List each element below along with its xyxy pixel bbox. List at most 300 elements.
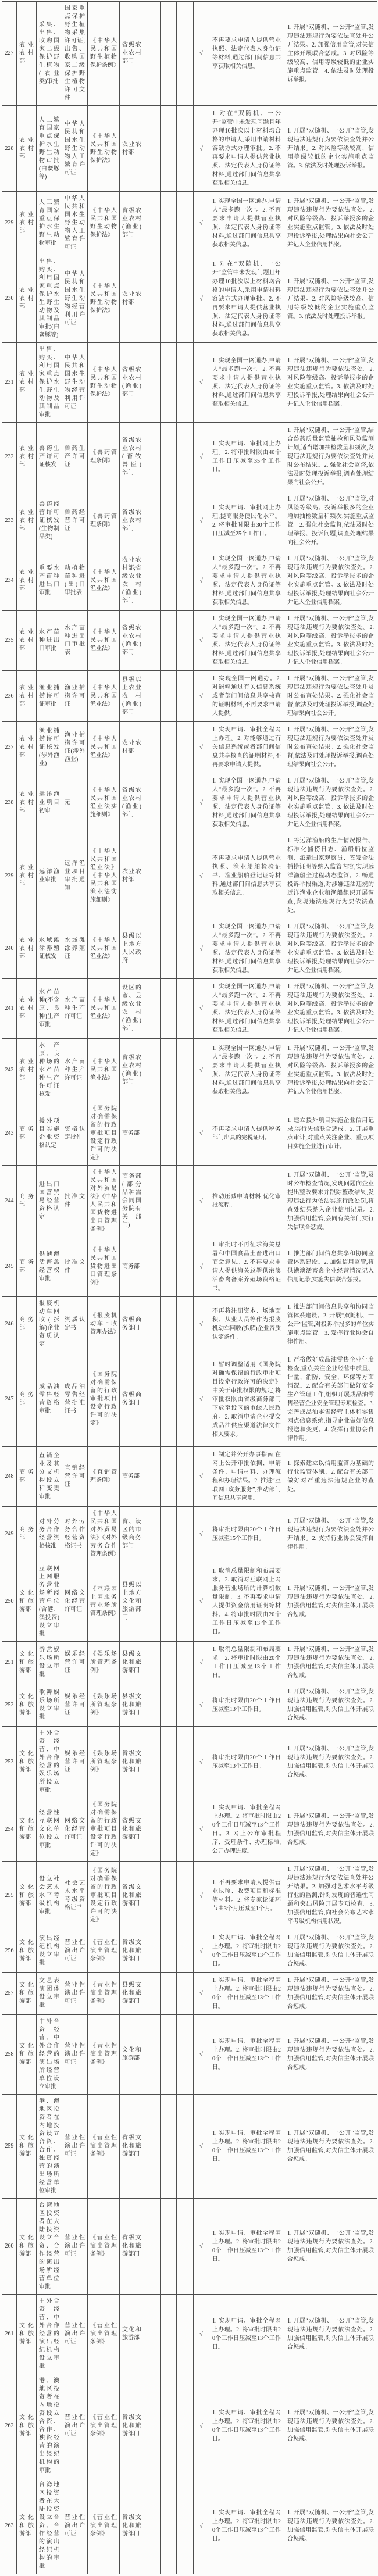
license-certificate-name: 无: [62, 773, 88, 833]
checkmark-icon: √: [194, 1798, 209, 1862]
approval-item-name: 兽药生产许可证核发: [37, 423, 62, 491]
approval-item-name: 中外合资经营、中外合作经营的演出经纪机构设立审批: [37, 2295, 62, 2374]
approval-item-name: 水产苗种(不含原、良种)生产审批: [37, 979, 62, 1039]
approval-item-name: 游艺娱乐场所设立审批: [37, 1642, 62, 1684]
table-row: [2, 1297, 377, 1352]
supervision-measures: 1. 开展“双随机、一公开”监管,发现违法违规行为要依法查处并公开结果。2. 加强信用监管,对失信主体开展联合惩戒。3. 对风险等级较高、信用等级较低的企业实施重点监管。4. 依法及时处理投诉举报。: [284, 2, 377, 106]
reform-mode-cell-3: [177, 1562, 194, 1642]
supervision-measures: 1. 建立援外项目实施企业信用记录,实行失信联合惩戒。2. 开展重点审计,对重点关注企业、重点项目实施企业进行审计。: [284, 1102, 377, 1166]
license-certificate-name: 营业性演出许可证: [62, 1973, 88, 2015]
legal-basis: 《报废机动车回收管理办法》: [88, 1297, 120, 1352]
approval-level-department: 县级以上农业农村(渔业)部门: [120, 671, 144, 722]
reform-mode-cell-1: [144, 1684, 161, 1727]
approval-item-name: 报废机动车回收(拆解)企业资质认定: [37, 1297, 62, 1352]
reform-mode-cell-2: [161, 1237, 177, 1297]
reform-mode-cell-2: [161, 343, 177, 423]
reform-mode-cell-1: [144, 106, 161, 192]
license-certificate-name: 渔业捕捞许可证: [62, 671, 88, 722]
reform-mode-cell-2: [161, 671, 177, 722]
approval-item-name: 出售、购买、利用国家重点保护水生野生动物及其制品审批: [37, 343, 62, 423]
supervision-measures: 1. 开展“双随机、一公开”监管,发现违法违规行为要依法查处。2. 加强信用监管,对失信主体开展联合惩戒。: [284, 1642, 377, 1684]
legal-basis: 《营业性演出管理条例》: [88, 2478, 120, 2574]
reform-mode-cell-3: [177, 551, 194, 611]
table-row: [2, 919, 377, 979]
row-number: 229: [2, 192, 17, 255]
approval-level-department: 农业农村部: [120, 106, 144, 192]
reform-measures: 1. 对在“双随机、一公开”监管中未发现问题且年办理10批次以上材料均合格的申请人,采用申请材料容缺方式办理审批。2. 不再要求申请人提供营业执照、法定代表人身份证等材料,通过部门间信息共享获取相关信息。: [209, 255, 284, 343]
checkmark-icon: √: [194, 2, 209, 106]
legal-basis: 《娱乐场所管理条例》: [88, 1727, 120, 1798]
approval-level-department: 文化和旅游部: [120, 2015, 144, 2095]
supervision-measures: 1. 严格做好成品油零售企业年度检查,重点关注企业经营中质量、计量、消防、安全、环保等方面情况。2. 配合有关部门做好安全生产管理工作,组织开展成品油零售经营企业安全管理专项检查。3. 完善成品油零售经营主体和零售网点信息系统,指导企业做好信息报送和变更。4. 发挥行业协会自律作用。: [284, 1352, 377, 1447]
approval-level-department: 省级农业农村(渔业)部门: [120, 343, 144, 423]
approval-level-department: 设区的市、县级农业农村(渔业)部门: [120, 979, 144, 1039]
checkmark-icon: √: [194, 2015, 209, 2095]
row-number: 238: [2, 773, 17, 833]
reform-mode-cell-2: [161, 1507, 177, 1562]
legal-basis: 《中华人民共和国渔业法》: [88, 1039, 120, 1102]
table-row: [2, 491, 377, 551]
checkmark-icon: √: [194, 979, 209, 1039]
supervision-measures: 1. 探索建立以信用监管为基础的行业监管体制。2. 配合有关部门做好对严重违法违规企业的查处。: [284, 1447, 377, 1507]
reform-mode-cell-1: [144, 2, 161, 106]
approval-department: 文化和旅游部: [17, 2295, 37, 2374]
table-row: [2, 611, 377, 671]
row-number: 236: [2, 671, 17, 722]
checkmark-icon: √: [194, 1352, 209, 1447]
supervision-measures: 1. 开展“双随机、一公开”监管,发现违法违规行为要依法查处。2. 对风险等级高、投诉举报多的企业实施重点监管。3. 依法及时处理投诉举报,处理结果向社会公开并记入企业信用档案。: [284, 919, 377, 979]
approval-item-name: 演出经纪机构设立审批: [37, 1930, 62, 1973]
license-certificate-name: 国家重点保护野生植物采集许可证,出售、收购国家二级保护野生植物许可文件: [62, 2, 88, 106]
table-row: [2, 1166, 377, 1237]
reform-mode-cell-2: [161, 1562, 177, 1642]
approval-department: 农业农村部: [17, 106, 37, 192]
legal-basis: 《营业性演出管理条例》: [88, 2095, 120, 2199]
approval-department: 文化和旅游部: [17, 1973, 37, 2015]
reform-mode-cell-2: [161, 255, 177, 343]
approval-item-name: 歌舞娱乐场所设立审批: [37, 1684, 62, 1727]
approval-department: 商务部: [17, 1166, 37, 1237]
table-row: [2, 1862, 377, 1930]
supervision-measures: 1. 开展“双随机、一公开”监管,发现违法违规行为要依法查处。2. 对风险等级高、投诉举报多的企业实施重点监管。3. 依法及时处理投诉举报,处理结果向社会公开并记入企业信用档案。: [284, 1039, 377, 1102]
reform-mode-cell-2: [161, 611, 177, 671]
reform-mode-cell-3: [177, 1237, 194, 1297]
table-row: [2, 2295, 377, 2374]
license-certificate-name: 中华人民共和国水生野生动物经营利用许可证: [62, 255, 88, 343]
reform-measures: 不再要求申请人提供税务部门出具的完税证明。: [209, 1102, 284, 1166]
table-row: [2, 833, 377, 919]
reform-mode-cell-3: [177, 343, 194, 423]
reform-mode-cell-1: [144, 2199, 161, 2295]
row-number: 232: [2, 423, 17, 491]
reform-mode-cell-1: [144, 979, 161, 1039]
reform-measures: 1. 实现申请、审批全程网上办理。2. 将审批时限由20个工作日压减至13个工作日。: [209, 2015, 284, 2095]
reform-mode-cell-3: [177, 1297, 194, 1352]
reform-mode-cell-3: [177, 2015, 194, 2095]
approval-level-department: 省级文化和旅游部门: [120, 2199, 144, 2295]
reform-mode-cell-1: [144, 192, 161, 255]
checkmark-icon: √: [194, 1727, 209, 1798]
checkmark-icon: √: [194, 1562, 209, 1642]
row-number: 240: [2, 919, 17, 979]
reform-mode-cell-3: [177, 1039, 194, 1102]
row-number: 242: [2, 1039, 17, 1102]
approval-item-name: 台湾地区投资者在大陆投资设立合资、合作经营的演出经纪机构的审批: [37, 2478, 62, 2574]
reform-mode-cell-1: [144, 1166, 161, 1237]
checkmark-icon: √: [194, 773, 209, 833]
approval-item-name: 人工繁育国家重点保护水生野生动物审批: [37, 192, 62, 255]
reform-mode-cell-3: [177, 611, 194, 671]
legal-basis: 《直销管理条例》: [88, 1447, 120, 1507]
supervision-measures: 1. 开展“双随机、一公开”监管,发现违法违规行为要依法查处。2. 加强信用监管,对失信主体开展联合惩戒。: [284, 2295, 377, 2374]
reform-mode-cell-3: [177, 979, 194, 1039]
supervision-measures: 1. 开展“双随机、一公开”监管,发现违法违规行为要依法查处。2. 对风险等级高、投诉举报多的企业实施重点监管。3. 依法及时处理投诉举报,处理结果向社会公开并记入企业信用档案。: [284, 611, 377, 671]
legal-basis: 《营业性演出管理条例》: [88, 2015, 120, 2095]
row-number: 228: [2, 106, 17, 192]
approval-department: 文化和旅游部: [17, 1684, 37, 1727]
supervision-measures: 1. 开展“双随机、一公开”监管,发现违法违规行为要依法查处。2. 加强信用监管,对失信主体开展联合惩戒。: [284, 2478, 377, 2574]
reform-mode-cell-2: [161, 2478, 177, 2574]
table-row: [2, 1684, 377, 1727]
approval-department: 文化和旅游部: [17, 2015, 37, 2095]
approval-item-name: 台湾地区投资者在大陆投资设立合资、合作经营的演出场所经营单位审批: [37, 2199, 62, 2295]
legal-basis: 《国务院对确需保留的行政审批项目设定行政许可的决定》: [88, 1862, 120, 1930]
table-row: [2, 423, 377, 491]
reform-mode-cell-2: [161, 773, 177, 833]
approval-level-department: 省、设区的市级商务部门: [120, 1507, 144, 1562]
reform-mode-cell-3: [177, 1642, 194, 1684]
checkmark-icon: √: [194, 1684, 209, 1727]
reform-mode-cell-1: [144, 1727, 161, 1798]
reform-measures: 1. 对在“双随机、一公开”监管中未发现问题且年办理10批次以上材料均合格的申请人,采用申请材料容缺方式办理审批。2. 不再要求申请人提供营业执照、法定代表人身份证等材料,通过部门间信息共享获取相关信息。: [209, 106, 284, 192]
table-row: [2, 1930, 377, 1973]
reform-measures: 将审批时限由20个工作日压减至13个工作日。: [209, 1684, 284, 1727]
reform-mode-cell-1: [144, 1507, 161, 1562]
table-row: [2, 1562, 377, 1642]
approval-level-department: 商务部: [120, 1447, 144, 1507]
reform-measures: 1. 实现全国一网通办,申请人“最多跑一次”。2. 不再要求申请人提供营业执照、法定代表人身份证等材料,通过部门间信息共享获取相关信息。: [209, 192, 284, 255]
checkmark-icon: √: [194, 343, 209, 423]
license-certificate-name: 水产苗种进出口审批表: [62, 611, 88, 671]
approval-department: 农业农村部: [17, 491, 37, 551]
license-certificate-name: 娱乐经营许可证: [62, 1684, 88, 1727]
row-number: 231: [2, 343, 17, 423]
approval-department: 商务部: [17, 1352, 37, 1447]
checkmark-icon: √: [194, 833, 209, 919]
legal-basis: 《中华人民共和国渔业法》《中华人民共和国渔业法实施细则》: [88, 833, 120, 919]
reform-measures: 将审批时限由20个工作日压减至15个工作日。: [209, 1507, 284, 1562]
reform-mode-cell-3: [177, 1862, 194, 1930]
reform-measures: 1. 实现全国一网通办,申请人“最多跑一次”。2. 不再要求申请人提供营业执照、法定代表人身份证等材料,通过部门间信息共享获取相关信息。: [209, 1039, 284, 1102]
reform-measures: 1. 实现申请、审批全程网上办理。2. 将审批时限由20个工作日压减至13个工作日。: [209, 2199, 284, 2295]
license-certificate-name: 资质认定书: [62, 1297, 88, 1352]
legal-basis: 《兽药管理条例》: [88, 491, 120, 551]
license-certificate-name: 水产苗种生产许可证: [62, 979, 88, 1039]
reform-mode-cell-2: [161, 2015, 177, 2095]
license-certificate-name: 批准文件: [62, 1166, 88, 1237]
table-row: [2, 1727, 377, 1798]
legal-basis: 《营业性演出管理条例》: [88, 1973, 120, 2015]
approval-department: 农业农村部: [17, 192, 37, 255]
supervision-measures: 1. 推进部门间信息共享和协同监管体系建设。2. 加强信用监管,将供港澳活畜禽企业经营情况记入信用记录,实施失信联合惩戒。: [284, 1237, 377, 1297]
row-number: 247: [2, 1352, 17, 1447]
reform-mode-cell-2: [161, 2374, 177, 2478]
reform-mode-cell-3: [177, 1973, 194, 2015]
approval-item-name: 中外合资经营、中外合作经营的娱乐场所设立审批: [37, 1727, 62, 1798]
reform-mode-cell-3: [177, 1447, 194, 1507]
approval-level-department: 文化和旅游部: [120, 2295, 144, 2374]
checkmark-icon: √: [194, 255, 209, 343]
reform-mode-cell-3: [177, 423, 194, 491]
reform-measures: 1. 暂时调整适用《国务院对确需保留的行政审批项目设定行政许可的决定》中关于审批权限的规定,将审批权限由省级商务部门下放至设区的市级人民政府。2. 取消申请企业提交成品油供应渠道法律文件相关要求。: [209, 1352, 284, 1447]
reform-measures: 1. 取消总量限制和布局要求。2. 取消对互联网上网服务营业场所的计算机数量限制。3. 不再要求申请人提供资金信用证明等材料。4. 将审批时限由20个工作日压减至13个工作日。: [209, 1562, 284, 1642]
approval-department: 农业农村部: [17, 255, 37, 343]
approval-level-department: 省级农业农村(渔业)部门: [120, 611, 144, 671]
table-row: [2, 192, 377, 255]
checkmark-icon: √: [194, 1447, 209, 1507]
approval-level-department: 农业农村部;省级农业农村(渔业)部门: [120, 551, 144, 611]
approval-department: 商务部: [17, 1102, 37, 1166]
reform-measures: 不再要求申请人提供营业执照、法定代表人身份证等材料,通过部门间信息共享获取相关信息。: [209, 2, 284, 106]
approval-department: 农业农村部: [17, 2, 37, 106]
table-row: [2, 2199, 377, 2295]
reform-mode-cell-3: [177, 1507, 194, 1562]
row-number: 246: [2, 1297, 17, 1352]
reform-mode-cell-2: [161, 919, 177, 979]
reform-mode-cell-1: [144, 2295, 161, 2374]
table-row: [2, 671, 377, 722]
reform-mode-cell-3: [177, 1166, 194, 1237]
reform-mode-cell-3: [177, 919, 194, 979]
reform-mode-cell-2: [161, 1642, 177, 1684]
checkmark-icon: √: [194, 671, 209, 722]
reform-measures: 1. 实现申请、审批全程网上办理。2. 将审批时限由20个工作日压减至13个工作日。: [209, 2095, 284, 2199]
reform-mode-cell-1: [144, 1642, 161, 1684]
supervision-measures: 1. 开展“双随机、一公开”监管,发现违法违规行为要依法查处。2. 加强信用监管,对失信主体开展联合惩戒。: [284, 1798, 377, 1862]
row-number: 250: [2, 1562, 17, 1642]
approval-level-department: 商务部(部分品种需会同国务院有关部门): [120, 1166, 144, 1237]
reform-mode-cell-1: [144, 1237, 161, 1297]
license-certificate-name: 营业性演出许可证: [62, 2478, 88, 2574]
row-number: 243: [2, 1102, 17, 1166]
license-certificate-name: 远洋渔业项目审批通知: [62, 833, 88, 919]
reform-mode-cell-1: [144, 1297, 161, 1352]
supervision-measures: 1. 开展“双随机、一公开”监管,发现违法违规行为要依法查处。2. 加强信用监管,对失信主体开展联合惩戒。: [284, 1684, 377, 1727]
legal-basis: 《营业性演出管理条例》: [88, 2295, 120, 2374]
row-number: 256: [2, 1930, 17, 1973]
reform-mode-cell-2: [161, 1798, 177, 1862]
table-row: [2, 1237, 377, 1297]
reform-mode-cell-2: [161, 1862, 177, 1930]
approval-department: 文化和旅游部: [17, 1862, 37, 1930]
reform-measures: 1. 实现申请、审批全程网上办理。2. 将审批时限由20个工作日压减至13个工作日。: [209, 1930, 284, 1973]
reform-mode-cell-2: [161, 1930, 177, 1973]
reform-mode-cell-3: [177, 2, 194, 106]
legal-basis: 《中华人民共和国渔业法》: [88, 722, 120, 773]
approval-level-department: 省级农业农村部门: [120, 2, 144, 106]
approval-level-department: 省级文化和旅游部门: [120, 2095, 144, 2199]
reform-mode-cell-1: [144, 919, 161, 979]
reform-mode-cell-1: [144, 2095, 161, 2199]
supervision-measures: 1. 开展“双随机、一公开”监管,结合兽药质量监管抽检和风险监测计划,适当增加抽检数量和频次,发现违法违规行为要依法查处并及时公布结果。2. 强化社会监督,依法及时处理投诉举报,调查处理结果向社会公开。: [284, 423, 377, 491]
row-number: 241: [2, 979, 17, 1039]
approval-department: 文化和旅游部: [17, 1642, 37, 1684]
license-certificate-name: 网络文化经营许可证: [62, 1798, 88, 1862]
legal-basis: 《中华人民共和国野生动物保护法》: [88, 343, 120, 423]
table-row: [2, 2374, 377, 2478]
approval-department: 文化和旅游部: [17, 2478, 37, 2574]
approval-item-name: 远洋渔业项目初审: [37, 773, 62, 833]
reform-mode-cell-2: [161, 1447, 177, 1507]
table-row: [2, 343, 377, 423]
approval-level-department: 省级农业农村(渔业)部门: [120, 773, 144, 833]
approval-item-name: 人工繁育国家重点保护水生野生动物审批(白鱀豚等): [37, 106, 62, 192]
checkmark-icon: √: [194, 2478, 209, 2574]
legal-basis: 《营业性演出管理条例》: [88, 1930, 120, 1973]
row-number: 262: [2, 2374, 17, 2478]
reform-mode-cell-3: [177, 1727, 194, 1798]
reform-measures: 1. 制定并公开办事指南,在网上公开审批依据、申请条件、申请材料、办理流程和办理结果。2. 推进“互联网+政务服务”,推动部门间信息共享应用。: [209, 1447, 284, 1507]
approval-level-department: 农业农村部: [120, 255, 144, 343]
table-row: [2, 1102, 377, 1166]
reform-mode-cell-2: [161, 491, 177, 551]
reform-mode-cell-1: [144, 2478, 161, 2574]
supervision-measures: 1. 开展“双随机、一公开”监管,发现违法违规行为要依法查处并及时公布查处结果。2. 强化社会监督,依法及时处理投诉举报,调查处理结果向社会公开。: [284, 722, 377, 773]
reform-measures: 将审批时限由20个工作日压减至13个工作日。: [209, 1727, 284, 1798]
table-row: [2, 551, 377, 611]
approval-department: 农业农村部: [17, 551, 37, 611]
reform-mode-cell-2: [161, 1684, 177, 1727]
approval-department: 农业农村部: [17, 343, 37, 423]
approval-level-department: 县级以上地方文化和旅游部门: [120, 1562, 144, 1642]
reform-mode-cell-1: [144, 1973, 161, 2015]
supervision-measures: 1. 开展“双随机、一公开”监管,发现违法违规行为要依法查处并及时公布查处结果。2. 强化社会监督,依法及时处理投诉举报,调查处理结果向社会公开。: [284, 671, 377, 722]
reform-measures: 1. 实现申请、审批全程网上办理。2. 对能够通过有关信息系统或者部门间信息共享核查的证明材料,不再要求申请人提供。: [209, 722, 284, 773]
approval-level-department: 省级文化和旅游部门: [120, 2374, 144, 2478]
reform-measures: 1. 实现申请、审批全程网上办理。2. 将审批时限由20个工作日压减至13个工作日。: [209, 2295, 284, 2374]
table-row: [2, 979, 377, 1039]
reform-mode-cell-3: [177, 2295, 194, 2374]
approval-department: 文化和旅游部: [17, 1562, 37, 1642]
license-certificate-name: 兽药经营许可证: [62, 491, 88, 551]
row-number: 239: [2, 833, 17, 919]
reform-mode-cell-2: [161, 423, 177, 491]
checkmark-icon: √: [194, 1102, 209, 1166]
checkmark-icon: √: [194, 919, 209, 979]
license-certificate-name: 水域滩涂养殖证: [62, 919, 88, 979]
approval-item-name: 直销企业及其分支机构设立和变更审批: [37, 1447, 62, 1507]
legal-basis: 《国务院对确需保留的行政审批项目设定行政许可的决定》: [88, 1798, 120, 1862]
supervision-measures: 1. 开展“双随机、一公开”监管,发现违法违规行为要依法查处。2. 加强信用监管,对失信主体开展联合惩戒。: [284, 1562, 377, 1642]
approval-items-table: [2, 1, 377, 2574]
checkmark-icon: √: [194, 1237, 209, 1297]
approval-level-department: 省级农业农村(畜牧兽医)部门: [120, 423, 144, 491]
table-row: [2, 1507, 377, 1562]
legal-basis: 《中华人民共和国渔业法》: [88, 979, 120, 1039]
supervision-measures: 1. 开展“双随机、一公开”监管,发现违法违规行为要依法查处。2. 加强信用监管,对失信主体开展联合惩戒。: [284, 2095, 377, 2199]
reform-measures: 1. 实现申请、审批全程网上办理。2. 将审批时限由20个工作日压减至13个工作日。: [209, 2478, 284, 2574]
checkmark-icon: √: [194, 551, 209, 611]
reform-mode-cell-2: [161, 551, 177, 611]
approval-item-name: 援外项目实施企业资格认定: [37, 1102, 62, 1166]
reform-measures: 1. 实现全国一网通办,申请人“最多跑一次”。2. 不再要求申请人提供营业执照、法定代表人身份证等材料,通过部门间信息共享获取相关信息。: [209, 343, 284, 423]
legal-basis: 《中华人民共和国野生植物保护条例》: [88, 2, 120, 106]
reform-mode-cell-2: [161, 1166, 177, 1237]
checkmark-icon: √: [194, 2295, 209, 2374]
reform-measures: 1. 取消总量限制和布局要求。2. 将审批时限由20个工作日压减至13个工作日。: [209, 1642, 284, 1684]
table-row: [2, 1798, 377, 1862]
row-number: 234: [2, 551, 17, 611]
supervision-measures: 1. 开展“双随机、一公开”监管,对风险等级高、投诉举报多的企业增加抽检数量和频次,实施重点监管。2. 强化社会监督,依法及时处理举报、投诉问题,调查处理结果向社会公开。: [284, 491, 377, 551]
supervision-measures: 1. 开展“双随机、一公开”监管,发现违法违规行为要依法查处。2. 对风险等级高、投诉举报多的企业实施重点监管。3. 依法及时处理投诉举报,处理结果向社会公开并记入企业信用档案。: [284, 192, 377, 255]
reform-mode-cell-2: [161, 2, 177, 106]
reform-mode-cell-2: [161, 1039, 177, 1102]
license-certificate-name: 中华人民共和国水生野生动物经营利用许可证: [62, 343, 88, 423]
checkmark-icon: √: [194, 2199, 209, 2295]
legal-basis: 《中华人民共和国渔业法实施细则》: [88, 773, 120, 833]
approval-item-name: 渔业捕捞许可证审批: [37, 671, 62, 722]
legal-basis: 《中华人民共和国野生动物保护法》: [88, 106, 120, 192]
approval-level-department: 省级文化和旅游部门: [120, 1727, 144, 1798]
row-number: 244: [2, 1166, 17, 1237]
approval-department: 农业农村部: [17, 919, 37, 979]
approval-department: 商务部: [17, 1507, 37, 1562]
reform-mode-cell-2: [161, 192, 177, 255]
approval-department: 商务部: [17, 1297, 37, 1352]
approval-level-department: 省级文化和旅游部门: [120, 1798, 144, 1862]
license-certificate-name: 营业性演出许可证: [62, 2374, 88, 2478]
checkmark-icon: √: [194, 1642, 209, 1684]
reform-mode-cell-2: [161, 1352, 177, 1447]
row-number: 258: [2, 2015, 17, 2095]
reform-measures: 1. 实现全国一网通办,申请人“最多跑一次”。2. 不再要求申请人提供营业执照、法定代表人身份证等材料,通过部门间信息共享获取相关信息。: [209, 919, 284, 979]
reform-mode-cell-2: [161, 1973, 177, 2015]
license-certificate-name: 营业性演出许可证: [62, 2015, 88, 2095]
reform-mode-cell-1: [144, 343, 161, 423]
checkmark-icon: √: [194, 192, 209, 255]
approval-item-name: 进出口国营贸易经营资格认定: [37, 1166, 62, 1237]
reform-mode-cell-1: [144, 833, 161, 919]
supervision-measures: 1. 开展“双随机、一公开”监管,发现违法违规行为要依法查处。2. 加强信用监管,对失信主体开展联合惩戒。: [284, 1727, 377, 1798]
checkmark-icon: √: [194, 1039, 209, 1102]
reform-measures: 1. 实现申请、审批全程网上办理。2. 将审批时限由20个工作日压减至13个工作日。3. 网上公布审批程序、受理条件、办理标准,公开办理进度。: [209, 1798, 284, 1862]
license-certificate-name: 直销经营许可证: [62, 1447, 88, 1507]
reform-mode-cell-1: [144, 773, 161, 833]
license-certificate-name: 批准文件: [62, 1237, 88, 1297]
checkmark-icon: √: [194, 423, 209, 491]
supervision-measures: 1. 开展“双随机、一公开”监管,发现违法违规行为要依法查处。2. 加强信用监管,对失信主体开展联合惩戒。: [284, 2199, 377, 2295]
reform-mode-cell-3: [177, 1684, 194, 1727]
approval-level-department: 省级农业农村(渔业)部门: [120, 192, 144, 255]
legal-basis: 《互联网上网服务营业场所管理条例》: [88, 1562, 120, 1642]
license-certificate-name: 营业性演出许可证: [62, 2295, 88, 2374]
approval-level-department: 县级文化和旅游部门: [120, 1973, 144, 2015]
approval-item-name: 水产苗种进出口审批: [37, 611, 62, 671]
legal-basis: 《国务院对确需保留的行政审批项目设定行政许可的决定》: [88, 1352, 120, 1447]
supervision-measures: 1. 开展“双随机、一公开”监管,发现违法违规行为要依法查处。2. 对风险等级高、投诉举报多的企业实施重点监管。3. 依法及时处理投诉举报,处理结果向社会公开并记入企业信用档案。: [284, 773, 377, 833]
row-number: 254: [2, 1798, 17, 1862]
reform-measures: 1. 实现申请、审批全程网上办理。2. 将审批时限由20个工作日压减至13个工作日。: [209, 2374, 284, 2478]
approval-department: 文化和旅游部: [17, 1798, 37, 1862]
reform-measures: 1. 实现全国一网通办,申请人“最多跑一次”。2. 不再要求申请人提供营业执照、法定代表人身份证等材料,通过部门间信息共享获取相关信息。: [209, 611, 284, 671]
legal-basis: 《中华人民共和国野生动物保护法》: [88, 255, 120, 343]
row-number: 257: [2, 1973, 17, 2015]
license-certificate-name: 动植物苗种进(出)口审批表: [62, 551, 88, 611]
row-number: 248: [2, 1447, 17, 1507]
legal-basis: 《娱乐场所管理条例》: [88, 1642, 120, 1684]
legal-basis: 《中华人民共和国货物进出口管理条例》: [88, 1237, 120, 1297]
reform-mode-cell-2: [161, 722, 177, 773]
